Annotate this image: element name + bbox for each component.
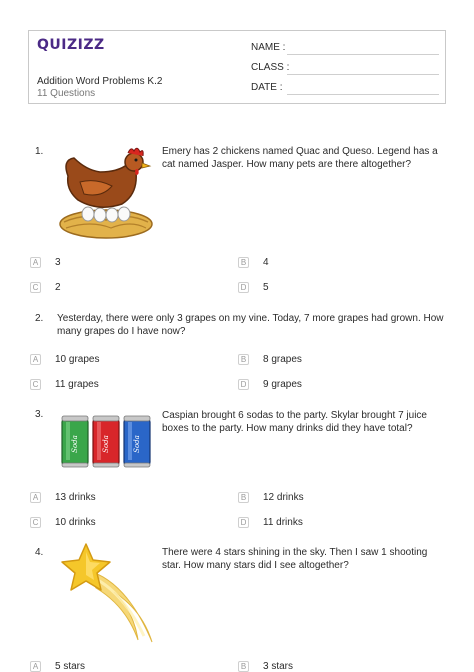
answer-option[interactable] xyxy=(238,492,304,503)
option-text: 5 xyxy=(263,282,269,293)
option-letter: A xyxy=(30,661,41,672)
can-label: Soda xyxy=(71,435,79,453)
question-number: 3. xyxy=(35,409,44,420)
option-letter: B xyxy=(238,257,249,268)
can-label: Soda xyxy=(102,435,110,453)
option-letter: D xyxy=(238,379,249,390)
option-text: 5 stars xyxy=(55,661,86,672)
answer-option[interactable] xyxy=(30,282,61,293)
option-letter: C xyxy=(30,379,41,390)
can-label: Soda xyxy=(133,435,141,453)
date-line xyxy=(287,94,439,95)
question-number: 2. xyxy=(35,313,44,324)
option-letter: A xyxy=(30,492,41,503)
answer-option[interactable] xyxy=(30,661,85,672)
option-letter: A xyxy=(30,257,41,268)
option-text: 3 stars xyxy=(263,661,294,672)
answer-option[interactable] xyxy=(238,257,269,268)
answer-option[interactable] xyxy=(30,517,96,528)
option-letter: C xyxy=(30,282,41,293)
class-line xyxy=(287,74,439,75)
option-text: 13 drinks xyxy=(55,492,96,503)
answer-option[interactable] xyxy=(30,379,99,390)
answer-option[interactable] xyxy=(238,661,293,672)
option-letter: B xyxy=(238,661,249,672)
answer-option[interactable] xyxy=(238,354,302,365)
option-letter: A xyxy=(30,354,41,365)
option-text: 10 drinks xyxy=(55,517,96,528)
class-field[interactable] xyxy=(251,62,289,73)
name-field[interactable] xyxy=(251,42,285,53)
option-letter: B xyxy=(238,354,249,365)
name-label: NAME : xyxy=(251,42,286,53)
option-text: 2 xyxy=(55,282,61,293)
option-text: 4 xyxy=(263,257,269,268)
name-line xyxy=(287,54,439,55)
option-text: 12 drinks xyxy=(263,492,304,503)
question-text: Emery has 2 chickens named Quac and Queso. Legend has a cat named Jasper. How many pets are there altogether? xyxy=(162,146,438,170)
soda-cans-image xyxy=(58,412,154,470)
option-text: 3 xyxy=(55,257,61,268)
worksheet-title: Addition Word Problems K.2 xyxy=(37,76,163,87)
question-count: 11 Questions xyxy=(37,88,96,99)
worksheet-header xyxy=(28,30,446,104)
option-text: 11 grapes xyxy=(55,379,99,390)
option-letter: B xyxy=(238,492,249,503)
date-label: DATE : xyxy=(251,82,283,93)
shooting-star-image xyxy=(56,540,156,646)
option-text: 8 grapes xyxy=(263,354,302,365)
answer-option[interactable] xyxy=(238,379,302,390)
answer-option[interactable] xyxy=(30,257,61,268)
answer-option[interactable] xyxy=(30,354,99,365)
option-letter: D xyxy=(238,282,249,293)
class-label: CLASS : xyxy=(251,62,290,73)
option-letter: C xyxy=(30,517,41,528)
option-text: 10 grapes xyxy=(55,354,100,365)
question-number: 4. xyxy=(35,547,44,558)
date-field[interactable] xyxy=(251,82,282,93)
option-text: 11 drinks xyxy=(263,517,303,528)
option-text: 9 grapes xyxy=(263,379,302,390)
option-letter: D xyxy=(238,517,249,528)
question-text: Caspian brought 6 sodas to the party. Skylar brought 7 juice boxes to the party. How many drinks did they have total? xyxy=(162,410,427,434)
hen-on-nest-image xyxy=(56,142,154,242)
question-text: Yesterday, there were only 3 grapes on my vine. Today, 7 more grapes had grown. How many grapes do I have now? xyxy=(57,313,444,337)
answer-option[interactable] xyxy=(238,282,269,293)
quizizz-logo: QUIZIZZ xyxy=(37,37,105,53)
answer-option[interactable] xyxy=(30,492,96,503)
question-number: 1. xyxy=(35,146,44,157)
question-text: There were 4 stars shining in the sky. Then I saw 1 shooting star. How many stars did I see altogether? xyxy=(162,547,428,571)
answer-option[interactable] xyxy=(238,517,303,528)
